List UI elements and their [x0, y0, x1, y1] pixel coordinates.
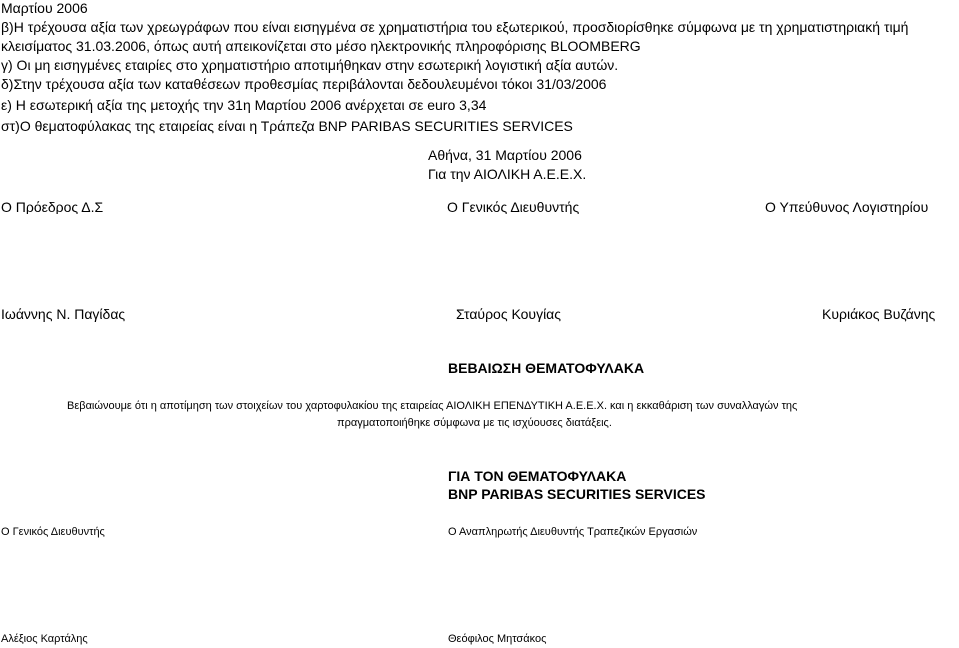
- signatory-name-chairman: Ιωάννης Ν. Παγίδας: [1, 306, 126, 322]
- signatory-title-chairman: Ο Πρόεδρος Δ.Σ: [1, 200, 104, 214]
- signatory-title-general-manager: [447, 200, 587, 214]
- date-fragment: Μαρτίου 2006: [1, 0, 88, 16]
- note-b-line2: κλεισίματος 31.03.2006, όπως αυτή απεικονίζεται στο μέσο ηλεκτρονικής πληροφόρισης BLOOMBERG: [1, 38, 641, 54]
- certification-text-line1: Βεβαιώνουμε ότι η αποτίμηση των στοιχείων του χαρτοφυλακίου της εταιρείας ΑΙΟΛΙΚΗ ΕΠΕΝΔΥΤΙΚΗ Α.Ε.Ε.Χ. και η εκκαθάριση των συναλλαγών της: [67, 400, 798, 412]
- signatory-title-general-manager-text: Ο Γενικός Διευθυντής: [447, 200, 580, 214]
- custodian-heading-1: ΓΙΑ ΤΟΝ ΘΕΜΑΤΟΦΥΛΑΚΑ: [448, 468, 627, 484]
- note-d: δ)Στην τρέχουσα αξία των καταθέσεων προθεσμίας περιβάλονται δεδουλευμένοι τόκοι 31/03/2006: [1, 76, 607, 92]
- custodian-title-general-manager: Ο Γενικός Διευθυντής: [1, 526, 105, 538]
- certification-heading: ΒΕΒΑΙΩΣΗ ΘΕΜΑΤΟΦΥΛΑΚΑ: [448, 360, 645, 376]
- certification-text-line2: πραγματοποιήθηκε σύμφωνα με τις ισχύουσες διατάξεις.: [337, 417, 612, 429]
- signatory-title-accountant: Ο Υπεύθυνος Λογιστηρίου: [765, 199, 929, 215]
- note-c: γ) Οι μη εισηγμένες εταιρίες στο χρηματιστήριο αποτιμήθηκαν στην εσωτερική λογιστική αξία αυτών.: [1, 57, 619, 73]
- custodian-title-deputy-manager: Ο Αναπληρωτής Διευθυντής Τραπεζικών Εργασιών: [448, 526, 698, 538]
- custodian-heading-2: BNP PARIBAS SECURITIES SERVICES: [448, 486, 706, 502]
- signatory-name-general-manager: Σταύρος Κουγίας: [456, 306, 562, 322]
- signatory-name-accountant: Κυριάκος Βυζάνης: [822, 306, 936, 322]
- custodian-name-general-manager: Αλέξιος Καρτάλης: [1, 633, 88, 645]
- note-st: στ)Ο θεματοφύλακας της εταιρείας είναι η Τράπεζα BNP PARIBAS SECURITIES SERVICES: [1, 118, 573, 134]
- place-date: Αθήνα, 31 Μαρτίου 2006: [428, 147, 582, 163]
- company-line: Για την ΑΙΟΛΙΚΗ Α.Ε.Ε.Χ.: [428, 166, 587, 182]
- custodian-name-deputy-manager: Θεόφιλος Μητσάκος: [448, 633, 547, 645]
- note-e: ε) Η εσωτερική αξία της μετοχής την 31η Μαρτίου 2006 ανέρχεται σε euro 3,34: [1, 97, 487, 113]
- note-b-line1: β)Η τρέχουσα αξία των χρεωγράφων που είναι εισηγμένα σε χρηματιστήρια του εξωτερικού, προσδιορίσθηκε σύμφωνα με τη χρηματιστηριακή τιμή: [1, 19, 909, 35]
